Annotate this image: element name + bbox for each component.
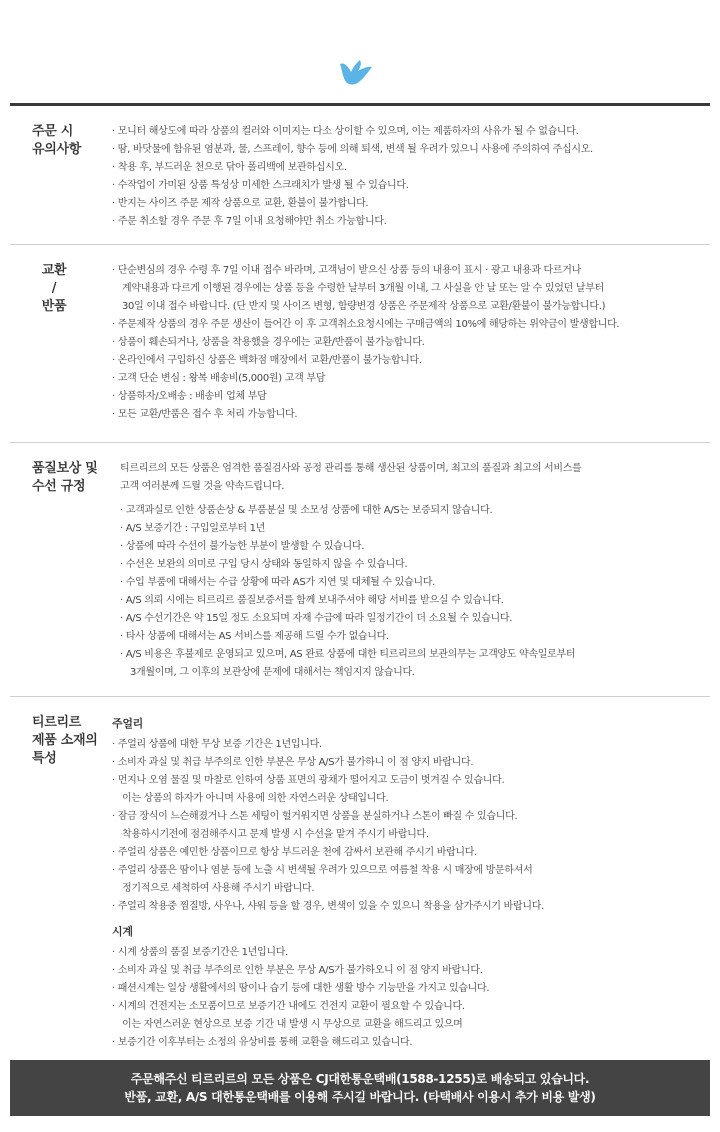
materials-body bbox=[112, 714, 702, 1052]
list-item: · 시계의 건전지는 소모품이므로 보증기간 내에도 건전지 교환이 필요할 수 있습니다. bbox=[112, 1001, 465, 1012]
list-item: · 고객과실로 인한 상품손상 & 부품분실 및 소모성 상품에 대한 A/S는 보증되지 않습니다. bbox=[120, 505, 493, 516]
list-item: · A/S 수선기간은 약 15일 정도 소요되며 자재 수급에 따라 일정기간이 더 소요될 수 있습니다. bbox=[120, 613, 513, 624]
list-item: · 수선은 보완의 의미로 구입 당시 상태와 동일하지 않을 수 있습니다. bbox=[120, 559, 408, 570]
list-item: · 타사 상품에 대해서는 AS 서비스를 제공해 드릴 수가 없습니다. bbox=[120, 631, 389, 642]
watch-heading: 시계 bbox=[112, 925, 133, 938]
intro-text: 고객 여러분께 드릴 것을 약속드립니다. bbox=[120, 481, 285, 492]
list-item: · 잠금 장식이 느슨해졌거나 스톤 세팅이 헐거워지면 상품을 분실하거나 스톤이 빠질 수 있습니다. bbox=[112, 811, 518, 822]
list-item: · 주얼리 상품에 대한 무상 보증 기간은 1년입니다. bbox=[112, 739, 322, 750]
section-divider bbox=[10, 696, 710, 697]
order-notes-body bbox=[112, 123, 702, 231]
list-item: · 수작업이 가미된 상품 특성상 미세한 스크래치가 발생 될 수 있습니다. bbox=[112, 180, 409, 191]
order-notes-title: 주문 시 유의사항 bbox=[32, 124, 82, 157]
bird-logo-icon bbox=[338, 58, 374, 88]
list-item: · 모니터 해상도에 따라 상품의 컬러와 이미지는 다소 상이할 수 있으며, 이는 제품하자의 사유가 될 수 없습니다. bbox=[112, 126, 579, 137]
jewelry-heading: 주얼리 bbox=[112, 717, 143, 730]
list-item: · 수입 부품에 대해서는 수급 상황에 따라 AS가 지연 및 대체될 수 있습니다. bbox=[120, 577, 435, 588]
section-divider bbox=[10, 442, 710, 443]
list-item: · 땀, 바닷물에 함유된 염분과, 물, 스프레이, 향수 등에 의해 퇴색, 변색 될 우려가 있으니 사용에 주의하여 주십시오. bbox=[112, 144, 593, 155]
top-divider bbox=[10, 103, 710, 106]
list-item: · 패션시계는 일상 생활에서의 땀이나 습기 등에 대한 생활 방수 기능만을 가지고 있습니다. bbox=[112, 983, 490, 994]
list-item: · 단순변심의 경우 수령 후 7일 이내 접수 바라며, 고객님이 받으신 상품 등의 내용이 표시 · 광고 내용과 다르거나 bbox=[112, 265, 581, 276]
list-item: 착용하시기전에 점검해주시고 문제 발생 시 수선을 맡겨 주시기 바랍니다. bbox=[122, 829, 429, 840]
list-item: · 먼지나 오염 물질 및 마찰로 인하여 상품 표면의 광채가 떨어지고 도금이 벗겨질 수 있습니다. bbox=[112, 775, 505, 786]
quality-title: 품질보상 및 수선 규정 bbox=[32, 461, 98, 494]
list-item: · 온라인에서 구입하신 상품은 백화점 매장에서 교환/반품이 불가능합니다. bbox=[112, 355, 422, 366]
list-item: · 소비자 과실 및 취급 부주의로 인한 부분은 무상 A/S가 불가하니 이 점 양지 바랍니다. bbox=[112, 757, 474, 768]
list-item: · 보증기간 이후부터는 소정의 유상비를 통해 교환을 해드리고 있습니다. bbox=[112, 1037, 413, 1048]
list-item: 계약내용과 다르게 이행된 경우에는 상품 등을 수령한 날부터 3개월 이내, 그 사실을 안 날 또는 알 수 있었던 날부터 bbox=[122, 283, 604, 294]
list-item: · A/S 비용은 후불제로 운영되고 있으며, AS 완료 상품에 대한 티르리르의 보관의무는 고객양도 약속일로부터 bbox=[120, 649, 576, 660]
list-item: 정기적으로 세척하여 사용해 주시기 바랍니다. bbox=[122, 883, 315, 894]
section-divider bbox=[10, 244, 710, 245]
exchange-body bbox=[112, 262, 702, 424]
list-item: 30일 이내 접수 바랍니다. (단 반지 및 사이즈 변형, 함량변경 상품은 주문제작 상품으로 교환/환불이 불가능합니다.) bbox=[122, 301, 606, 312]
list-item: · 주문 취소할 경우 주문 후 7일 이내 요청해야만 취소 가능합니다. bbox=[112, 216, 387, 227]
intro-text: 티르리르의 모든 상품은 엄격한 품질검사와 공정 관리를 통해 생산된 상품이며, 최고의 품질과 최고의 서비스를 bbox=[120, 463, 582, 474]
list-item: · 고객 단순 변심 : 왕복 배송비(5,000원) 고객 부담 bbox=[112, 373, 326, 384]
list-item: · 시계 상품의 품질 보증기간은 1년입니다. bbox=[112, 947, 288, 958]
list-item: · 상품이 훼손되거나, 상품을 착용했을 경우에는 교환/반품이 불가능합니다. bbox=[112, 337, 425, 348]
list-item: · 주얼리 착용중 찜질방, 사우나, 샤워 등을 할 경우, 변색이 있을 수 있으니 착용을 삼가주시기 바랍니다. bbox=[112, 901, 544, 912]
shipping-notice-line2: 반품, 교환, A/S 대한통운택배를 이용해 주시길 바랍니다. (타택배사 이용시 추가 비용 발생) bbox=[124, 1090, 596, 1104]
shipping-notice-banner bbox=[10, 1060, 710, 1116]
list-item: 3개월이며, 그 이후의 보관상에 문제에 대해서는 책임지지 않습니다. bbox=[130, 667, 415, 678]
list-item: · 반지는 사이즈 주문 제작 상품으로 교환, 환불이 불가합니다. bbox=[112, 198, 369, 209]
list-item: · 상품하자/오배송 : 배송비 업체 부담 bbox=[112, 391, 267, 402]
list-item: · 주문제작 상품의 경우 주문 생산이 들어간 이 후 고객취소요청시에는 구매금액의 10%에 해당하는 위약금이 발생합니다. bbox=[112, 319, 620, 330]
list-item: · 소비자 과실 및 취급 부주의로 인한 부분은 무상 A/S가 불가하오니 이 점 양지 바랍니다. bbox=[112, 965, 483, 976]
list-item: · 모든 교환/반품은 접수 후 처리 가능합니다. bbox=[112, 409, 298, 420]
list-item: · A/S 의뢰 시에는 티르리르 품질보증서를 함께 보내주셔야 해당 서비를 받으실 수 있습니다. bbox=[120, 595, 504, 606]
list-item: 이는 자연스러운 현상으로 보증 기간 내 발생 시 무상으로 교환을 해드리고 있으며 bbox=[122, 1019, 463, 1030]
list-item: · 상품에 따라 수선이 불가능한 부분이 발생할 수 있습니다. bbox=[120, 541, 365, 552]
materials-title: 티르리르 제품 소재의 특성 bbox=[32, 715, 98, 766]
list-item: · 주얼리 상품은 땀이나 염분 등에 노출 시 변색될 우려가 있으므로 여름철 착용 시 매장에 방문하셔서 bbox=[112, 865, 533, 876]
shipping-notice-line1: 주문해주신 티르리르의 모든 상품은 CJ대한통운택배(1588-1255)로 배송되고 있습니다. bbox=[130, 1072, 590, 1086]
list-item: · 착용 후, 부드러운 천으로 닦아 폴리백에 보관하십시오. bbox=[112, 162, 347, 173]
list-item: · A/S 보증기간 : 구입일로부터 1년 bbox=[120, 523, 266, 534]
list-item: · 주얼리 상품은 예민한 상품이므로 항상 부드러운 천에 감싸서 보관해 주시기 바랍니다. bbox=[112, 847, 478, 858]
quality-body bbox=[112, 460, 702, 682]
list-item: 이는 상품의 하자가 아니며 사용에 의한 자연스러운 상태입니다. bbox=[122, 793, 389, 804]
exchange-title: 교환 / 반품 bbox=[41, 263, 67, 314]
